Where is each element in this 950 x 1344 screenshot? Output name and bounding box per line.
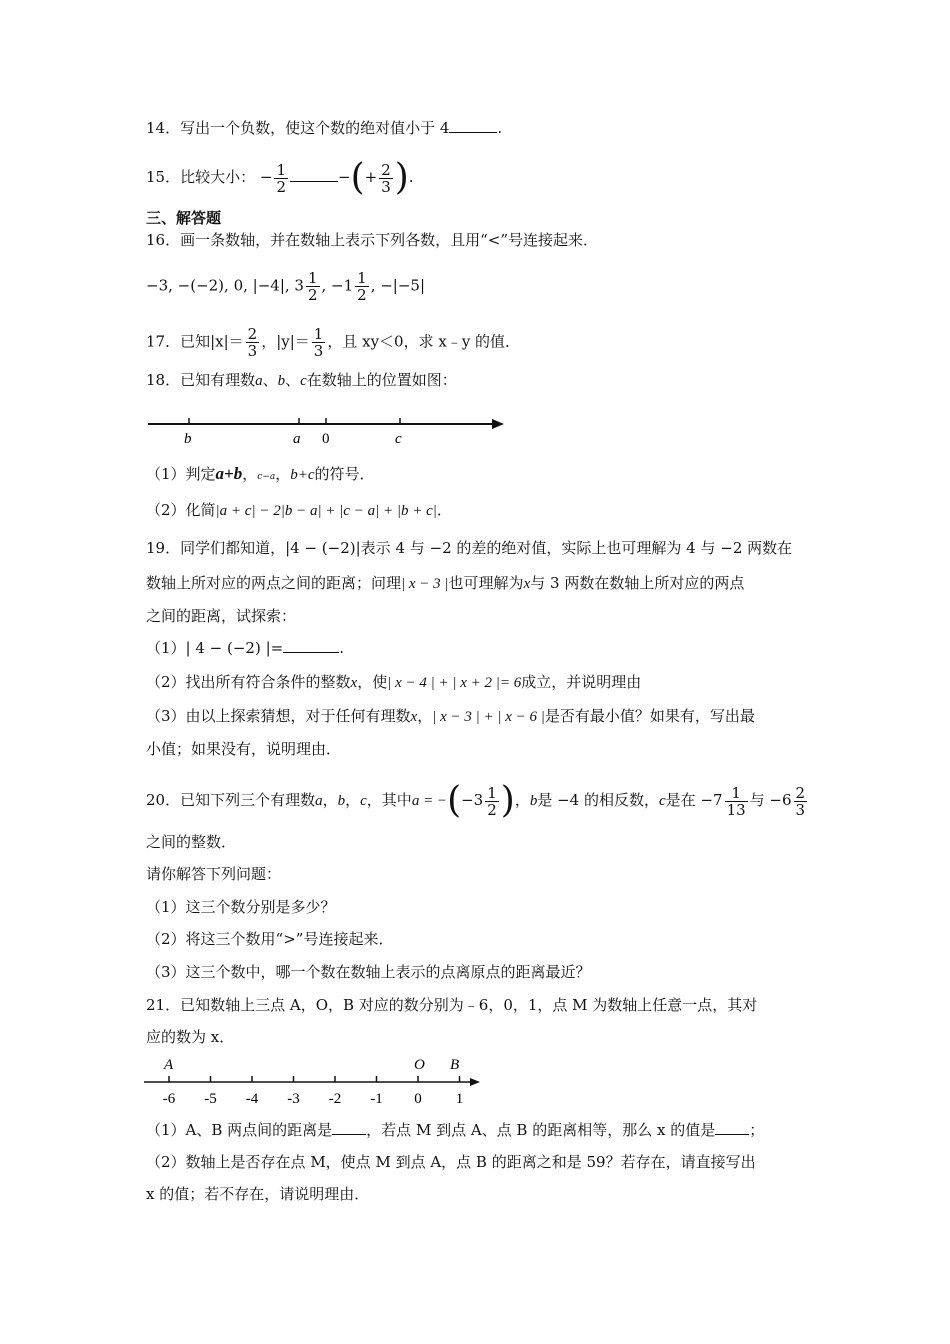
answer-blank [715, 1120, 749, 1135]
question-17: 17．已知|x|＝ $\frac{2}{3}$ ，|y|＝ $\frac{1}{3}$ ，且 xy＜0，求 x﹣y 的值． [146, 325, 521, 360]
fraction: $\frac{1}{13}$ [726, 783, 746, 819]
axis-label-c: c [395, 431, 402, 447]
fraction: $\frac{2}{3}$ [795, 783, 806, 819]
axis-label-a: a [293, 431, 301, 447]
tick-label: -5 [204, 1091, 217, 1107]
question-20-line-3: 请你解答下列问题： [146, 865, 282, 883]
question-19-part-3: （3）由以上探索猜想，对于任何有理数x，| x − 3 | + | x − 6 |是否有最小值？如果有，写出最 [146, 707, 755, 725]
question-19-part-3-cont: 小值；如果没有，说明理由． [146, 740, 342, 758]
question-21-line-1: 21．已知数轴上三点 A，O，B 对应的数分别为﹣6，0，1，点 M 为数轴上任意一点，其对 [146, 996, 758, 1014]
answer-blank [332, 1120, 366, 1135]
question-14: 14．写出一个负数，使这个数的绝对值小于 4 . [146, 119, 503, 137]
fraction: $\frac{1}{2}$ [487, 783, 497, 819]
tick-label: -6 [162, 1091, 176, 1107]
number-line-q18 [146, 410, 508, 452]
section-heading: 三、解答题 [146, 209, 222, 227]
answer-blank [290, 167, 338, 182]
axis-label-b: b [184, 431, 192, 447]
tick-label: -2 [328, 1091, 342, 1107]
tick-label: 0 [414, 1091, 422, 1107]
question-21-part-2: （2）数轴上是否存在点 M，使点 M 到点 A，点 B 的距离之和是 59？若存在，请直接写出 [146, 1153, 756, 1171]
question-19-line-3: 之间的距离，试探索： [146, 607, 297, 625]
question-18: 18．已知有理数a、b、c在数轴上的位置如图： [146, 371, 457, 389]
fraction: $\frac{1}{2}$ [357, 269, 367, 304]
question-20-line-2: 之间的整数． [146, 833, 237, 851]
tick-label: -1 [370, 1091, 383, 1107]
tick-label: 1 [455, 1091, 464, 1107]
answer-blank [283, 638, 339, 653]
fraction: $\frac{1}{3}$ [313, 325, 324, 360]
fraction: $\frac{2}{3}$ [381, 160, 391, 196]
axis-label-0: 0 [322, 431, 330, 447]
number-line-q21 [140, 1052, 485, 1110]
axis-label-A: A [164, 1057, 174, 1073]
question-21-part-1: （1）A、B 两点间的距离是 ，若点 M 到点 A、点 B 的距离相等，那么 x 的值是 ； [146, 1121, 765, 1139]
question-19-line-2: 数轴上所对应的两点之间的距离；问理| x − 3 |也可理解为x与 3 两数在数轴上所对应的两点 [146, 574, 745, 592]
question-16: 16．画一条数轴，并在数轴上表示下列各数，且用“<”号连接起来． [146, 231, 598, 249]
question-20-line-1: 20．已知下列三个有理数a，b，c，其中a = −(−3 $\frac{1}{2}$ )，b是 −4 的相反数，c是在 −7 $\frac{1}{13}$ 与 −6 $\frac{2}{3}$ [146, 780, 806, 821]
question-21-line-2: 应的数为 x． [146, 1028, 235, 1046]
tick-group [163, 1076, 464, 1107]
question-18-part-2: （2）化简|a + c| − 2|b − a| + |c − a| + |b + c|． [146, 501, 452, 519]
tick-label: -4 [245, 1091, 259, 1107]
answer-blank [449, 118, 497, 133]
question-19-line-1: 19．同学们都知道，|4 − (−2)|表示 4 与 −2 的差的绝对值，实际上也可理解为 4 与 −2 两数在 [146, 539, 793, 557]
question-20-part-2: （2）将这三个数用“>”号连接起来． [146, 930, 394, 948]
fraction: $\frac{1}{2}$ [276, 160, 286, 196]
question-15: 15．比较大小： − $\frac{1}{2}$ −(+ $\frac{2}{3}$ ). [146, 157, 414, 198]
question-20-part-1: （1）这三个数分别是多少？ [146, 898, 336, 916]
fraction: $\frac{2}{3}$ [247, 325, 258, 360]
question-21-part-2-cont: x 的值；若不存在，请说明理由． [146, 1185, 370, 1203]
fraction: $\frac{1}{2}$ [307, 269, 318, 304]
question-16-numbers: −3, −(−2), 0, |−4|, 3 $\frac{1}{2}$ , −1 $\frac{1}{2}$ , −|−5| [146, 269, 426, 304]
tick-label: -3 [287, 1091, 300, 1107]
axis-label-B: B [450, 1057, 460, 1073]
question-19-part-2: （2）找出所有符合条件的整数x，使| x − 4 | + | x + 2 |= 6成立，并说明理由 [146, 673, 642, 691]
question-20-part-3: （3）这三个数中，哪一个数在数轴上表示的点离原点的距离最近？ [146, 963, 591, 981]
axis-label-O: O [414, 1057, 425, 1073]
question-18-part-1: （1）判定a+b，c−a，b+c的符号． [146, 464, 375, 483]
question-19-part-1: （1）| 4 − (−2) |= . [146, 639, 345, 657]
